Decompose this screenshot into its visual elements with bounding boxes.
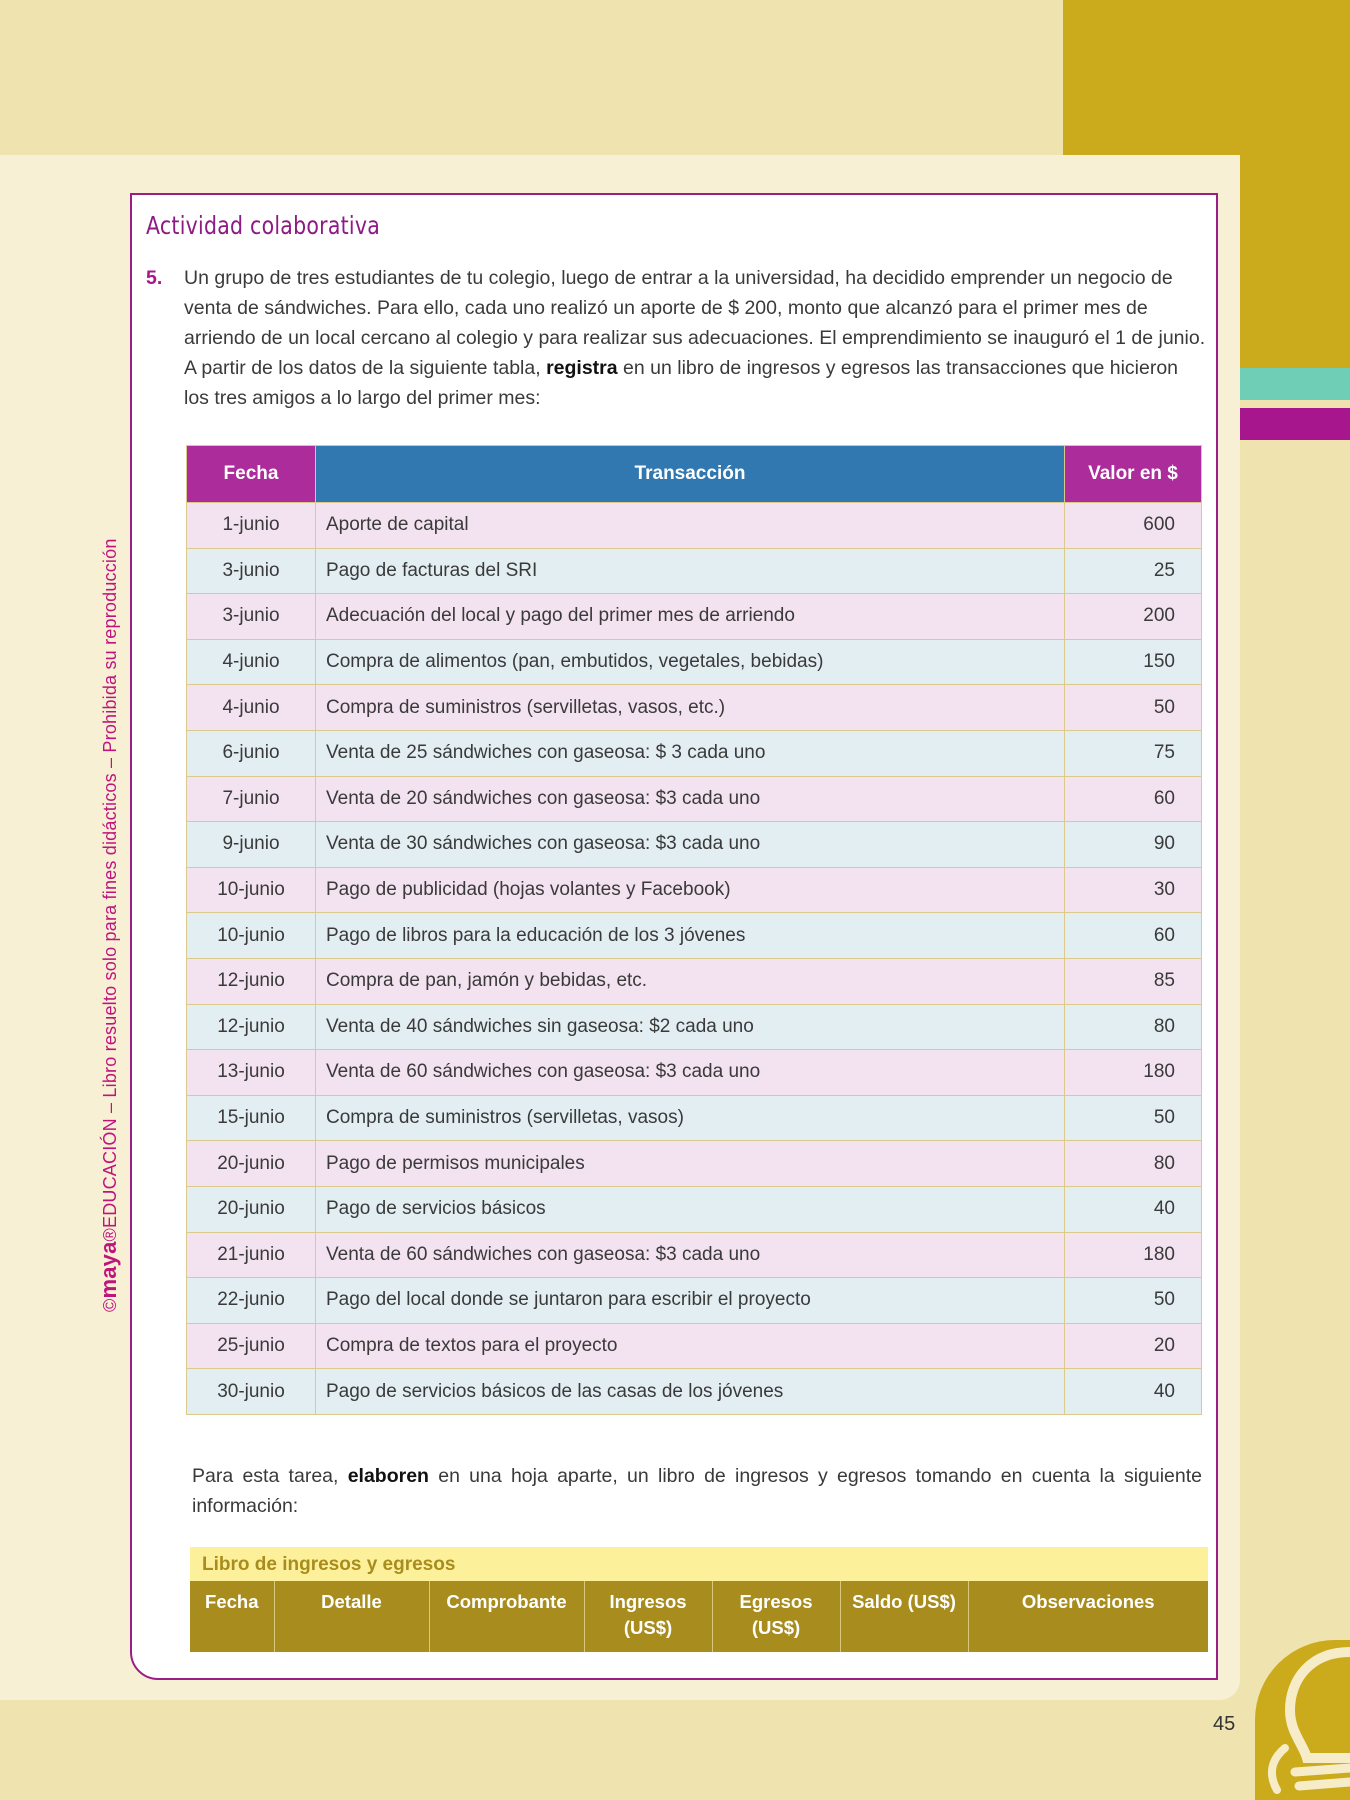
table-row xyxy=(187,1095,1202,1141)
cell-date: 10-junio xyxy=(187,913,316,959)
exercise-statement xyxy=(146,263,1206,413)
cell-date: 4-junio xyxy=(187,685,316,731)
table-row xyxy=(187,639,1202,685)
cell-value: 20 xyxy=(1065,1323,1202,1369)
cell-desc: Venta de 60 sándwiches con gaseosa: $3 cada uno xyxy=(316,1050,1065,1096)
ledger-col-expense: Egresos (US$) xyxy=(712,1581,840,1652)
header-transaction: Transacción xyxy=(316,446,1065,503)
copyright-notice xyxy=(96,538,122,1312)
cell-value: 40 xyxy=(1065,1186,1202,1232)
intro-text-1: Un grupo de tres estudiantes de tu colegio, luego de entrar a la universidad, ha decidido emprender un negocio de venta de sándwiches. Para ello, cada uno realizó un aporte de $ 200, monto que alcanzó para el primer mes de arriendo de un local cercano al colegio y para realizar sus adecuaciones. El emprendimiento se inauguró el 1 de junio. A partir de los datos de la siguiente tabla, xyxy=(184,267,1206,379)
table-row xyxy=(187,1050,1202,1096)
ledger-col-receipt: Comprobante xyxy=(429,1581,584,1652)
maya-logo: maya xyxy=(96,1241,121,1299)
cell-date: 9-junio xyxy=(187,822,316,868)
cell-desc: Aporte de capital xyxy=(316,503,1065,549)
cell-date: 12-junio xyxy=(187,958,316,1004)
activity-card xyxy=(130,193,1218,1680)
ledger-template xyxy=(190,1547,1208,1652)
task-text-2: en una hoja aparte, un libro de ingresos y egresos tomando en cuenta la siguiente información: xyxy=(192,1465,1203,1517)
table-row xyxy=(187,776,1202,822)
cell-value: 50 xyxy=(1065,685,1202,731)
cell-value: 80 xyxy=(1065,1004,1202,1050)
copyright-symbol: © xyxy=(100,1298,120,1312)
table-row xyxy=(187,1232,1202,1278)
cell-desc: Compra de suministros (servilletas, vasos, etc.) xyxy=(316,685,1065,731)
cell-desc: Venta de 30 sándwiches con gaseosa: $3 cada uno xyxy=(316,822,1065,868)
header-date: Fecha xyxy=(187,446,316,503)
activity-title: Actividad colaborativa xyxy=(146,211,381,240)
cell-date: 12-junio xyxy=(187,1004,316,1050)
transactions-table xyxy=(186,445,1202,1415)
table-row xyxy=(187,1369,1202,1415)
cell-desc: Compra de textos para el proyecto xyxy=(316,1323,1065,1369)
table-row xyxy=(187,503,1202,549)
cell-date: 22-junio xyxy=(187,1278,316,1324)
ledger-col-detail: Detalle xyxy=(274,1581,429,1652)
cell-date: 1-junio xyxy=(187,503,316,549)
exercise-text xyxy=(184,263,1206,413)
cell-value: 30 xyxy=(1065,867,1202,913)
table-row xyxy=(187,548,1202,594)
cell-desc: Adecuación del local y pago del primer mes de arriendo xyxy=(316,594,1065,640)
cell-date: 25-junio xyxy=(187,1323,316,1369)
table-header-row xyxy=(187,446,1202,503)
cell-date: 20-junio xyxy=(187,1186,316,1232)
cell-value: 85 xyxy=(1065,958,1202,1004)
cell-value: 75 xyxy=(1065,730,1202,776)
cell-date: 6-junio xyxy=(187,730,316,776)
cell-date: 4-junio xyxy=(187,639,316,685)
cell-value: 600 xyxy=(1065,503,1202,549)
cell-date: 20-junio xyxy=(187,1141,316,1187)
ledger-header-table xyxy=(190,1581,1208,1652)
cell-value: 60 xyxy=(1065,913,1202,959)
cell-date: 30-junio xyxy=(187,1369,316,1415)
cell-desc: Pago de libros para la educación de los 3 jóvenes xyxy=(316,913,1065,959)
cell-value: 60 xyxy=(1065,776,1202,822)
cell-value: 200 xyxy=(1065,594,1202,640)
ledger-col-balance: Saldo (US$) xyxy=(840,1581,968,1652)
cell-desc: Compra de alimentos (pan, embutidos, vegetales, bebidas) xyxy=(316,639,1065,685)
right-strip xyxy=(1240,440,1350,1700)
cell-value: 40 xyxy=(1065,1369,1202,1415)
table-row xyxy=(187,594,1202,640)
ledger-col-date: Fecha xyxy=(190,1581,274,1652)
copyright-text: ®EDUCACIÓN – Libro resuelto solo para fines didácticos – Prohibida su reproducción xyxy=(100,538,120,1242)
cell-desc: Compra de pan, jamón y bebidas, etc. xyxy=(316,958,1065,1004)
intro-bold: registra xyxy=(546,357,618,379)
cell-date: 3-junio xyxy=(187,594,316,640)
table-row xyxy=(187,730,1202,776)
cell-desc: Venta de 40 sándwiches sin gaseosa: $2 cada uno xyxy=(316,1004,1065,1050)
cell-desc: Venta de 60 sándwiches con gaseosa: $3 cada uno xyxy=(316,1232,1065,1278)
task-bold: elaboren xyxy=(347,1465,429,1487)
cell-value: 50 xyxy=(1065,1278,1202,1324)
table-row xyxy=(187,822,1202,868)
ledger-col-income: Ingresos (US$) xyxy=(584,1581,712,1652)
intro-text-2: en un libro de ingresos y egresos las transacciones que hicieron los tres amigos a lo largo del primer mes: xyxy=(184,357,1179,409)
exercise-number: 5. xyxy=(146,267,163,289)
cell-date: 10-junio xyxy=(187,867,316,913)
teal-tab xyxy=(1240,368,1350,400)
cell-date: 7-junio xyxy=(187,776,316,822)
table-row xyxy=(187,867,1202,913)
cell-desc: Compra de suministros (servilletas, vasos) xyxy=(316,1095,1065,1141)
cell-desc: Pago de servicios básicos de las casas de los jóvenes xyxy=(316,1369,1065,1415)
task-instruction xyxy=(192,1461,1202,1521)
ledger-title: Libro de ingresos y egresos xyxy=(190,1547,1208,1581)
task-text-1: Para esta tarea, xyxy=(192,1465,348,1487)
table-row xyxy=(187,1141,1202,1187)
cell-desc: Venta de 25 sándwiches con gaseosa: $ 3 cada uno xyxy=(316,730,1065,776)
cell-desc: Pago de servicios básicos xyxy=(316,1186,1065,1232)
table-row xyxy=(187,913,1202,959)
cell-desc: Pago de publicidad (hojas volantes y Facebook) xyxy=(316,867,1065,913)
cell-value: 90 xyxy=(1065,822,1202,868)
cell-value: 50 xyxy=(1065,1095,1202,1141)
magenta-tab xyxy=(1240,408,1350,440)
table-row xyxy=(187,1004,1202,1050)
cell-date: 13-junio xyxy=(187,1050,316,1096)
table-row xyxy=(187,958,1202,1004)
cell-value: 180 xyxy=(1065,1232,1202,1278)
bottom-band xyxy=(0,1700,1350,1800)
table-row xyxy=(187,685,1202,731)
cell-value: 180 xyxy=(1065,1050,1202,1096)
table-row xyxy=(187,1186,1202,1232)
ledger-header-row xyxy=(190,1581,1208,1652)
header-value: Valor en $ xyxy=(1065,446,1202,503)
cell-desc: Pago del local donde se juntaron para escribir el proyecto xyxy=(316,1278,1065,1324)
ledger-col-notes: Observaciones xyxy=(968,1581,1208,1652)
cell-date: 21-junio xyxy=(187,1232,316,1278)
table-row xyxy=(187,1323,1202,1369)
cell-desc: Pago de facturas del SRI xyxy=(316,548,1065,594)
cell-desc: Pago de permisos municipales xyxy=(316,1141,1065,1187)
cell-value: 150 xyxy=(1065,639,1202,685)
cell-date: 3-junio xyxy=(187,548,316,594)
cell-desc: Venta de 20 sándwiches con gaseosa: $3 cada uno xyxy=(316,776,1065,822)
page-number: 45 xyxy=(1213,1713,1236,1735)
cell-date: 15-junio xyxy=(187,1095,316,1141)
cell-value: 25 xyxy=(1065,548,1202,594)
cell-value: 80 xyxy=(1065,1141,1202,1187)
table-row xyxy=(187,1278,1202,1324)
lightbulb-icon xyxy=(1255,1640,1350,1800)
